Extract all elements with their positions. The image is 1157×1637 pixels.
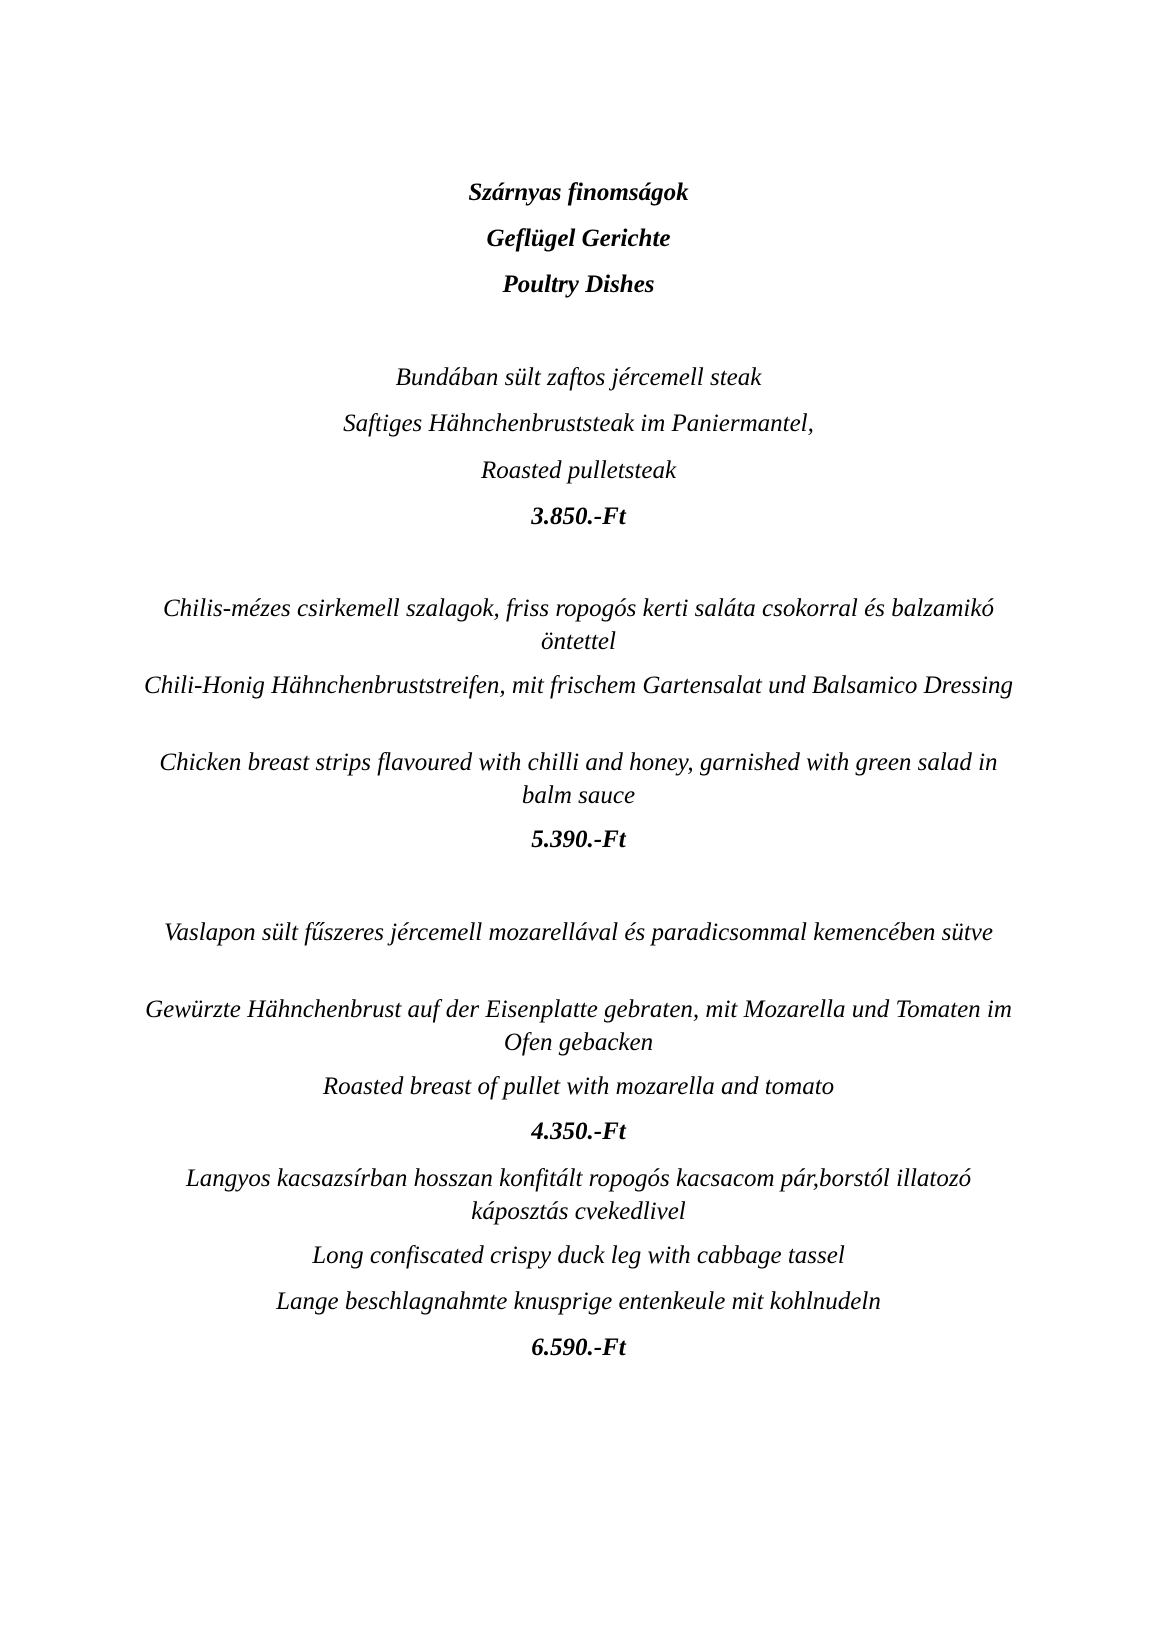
dish-4-name-english: Long confiscated crispy duck leg with cabbage tassel: [312, 1242, 845, 1269]
dish-1-name-hungarian: Bundában sült zaftos jércemell steak: [395, 364, 762, 391]
dish-3-name-hungarian: Vaslapon sült fűszeres jércemell mozarellával és paradicsommal kemencében sütve: [164, 919, 993, 946]
section-title-english: Poultry Dishes: [502, 271, 655, 298]
section-title-hungarian: Szárnyas finomságok: [468, 179, 689, 206]
dish-4-price: 6.590.-Ft: [531, 1334, 626, 1361]
dish-2-name-english: Chicken breast strips flavoured with chilli and honey, garnished with green salad in balm sauce: [159, 749, 998, 809]
dish-2-price: 5.390.-Ft: [531, 826, 626, 853]
dish-3-name-german: Gewürzte Hähnchenbrust auf der Eisenplatte gebraten, mit Mozarella und Tomaten im Ofen gebacken: [145, 996, 1012, 1056]
dish-4-name-german: Lange beschlagnahmte knusprige entenkeule mit kohlnudeln: [276, 1288, 881, 1315]
dish-2-name-hungarian: Chilis-mézes csirkemell szalagok, friss ropogós kerti saláta csokorral és balzamikó öntettel: [163, 595, 994, 655]
dish-1-name-english: Roasted pulletsteak: [480, 457, 677, 484]
dish-1-price: 3.850.-Ft: [531, 503, 626, 530]
dish-4-name-hungarian: Langyos kacsazsírban hosszan konfitált ropogós kacsacom pár,borstól illatozó káposztás cvekedlivel: [185, 1165, 972, 1225]
dish-3-name-english: Roasted breast of pullet with mozarella and tomato: [322, 1073, 835, 1100]
dish-3-price: 4.350.-Ft: [531, 1118, 626, 1145]
section-title-german: Geflügel Gerichte: [486, 225, 671, 252]
dish-1-name-german: Saftiges Hähnchenbruststeak im Paniermantel,: [343, 410, 814, 437]
dish-2-name-german: Chili-Honig Hähnchenbruststreifen, mit frischem Gartensalat und Balsamico Dressing: [144, 672, 1013, 699]
